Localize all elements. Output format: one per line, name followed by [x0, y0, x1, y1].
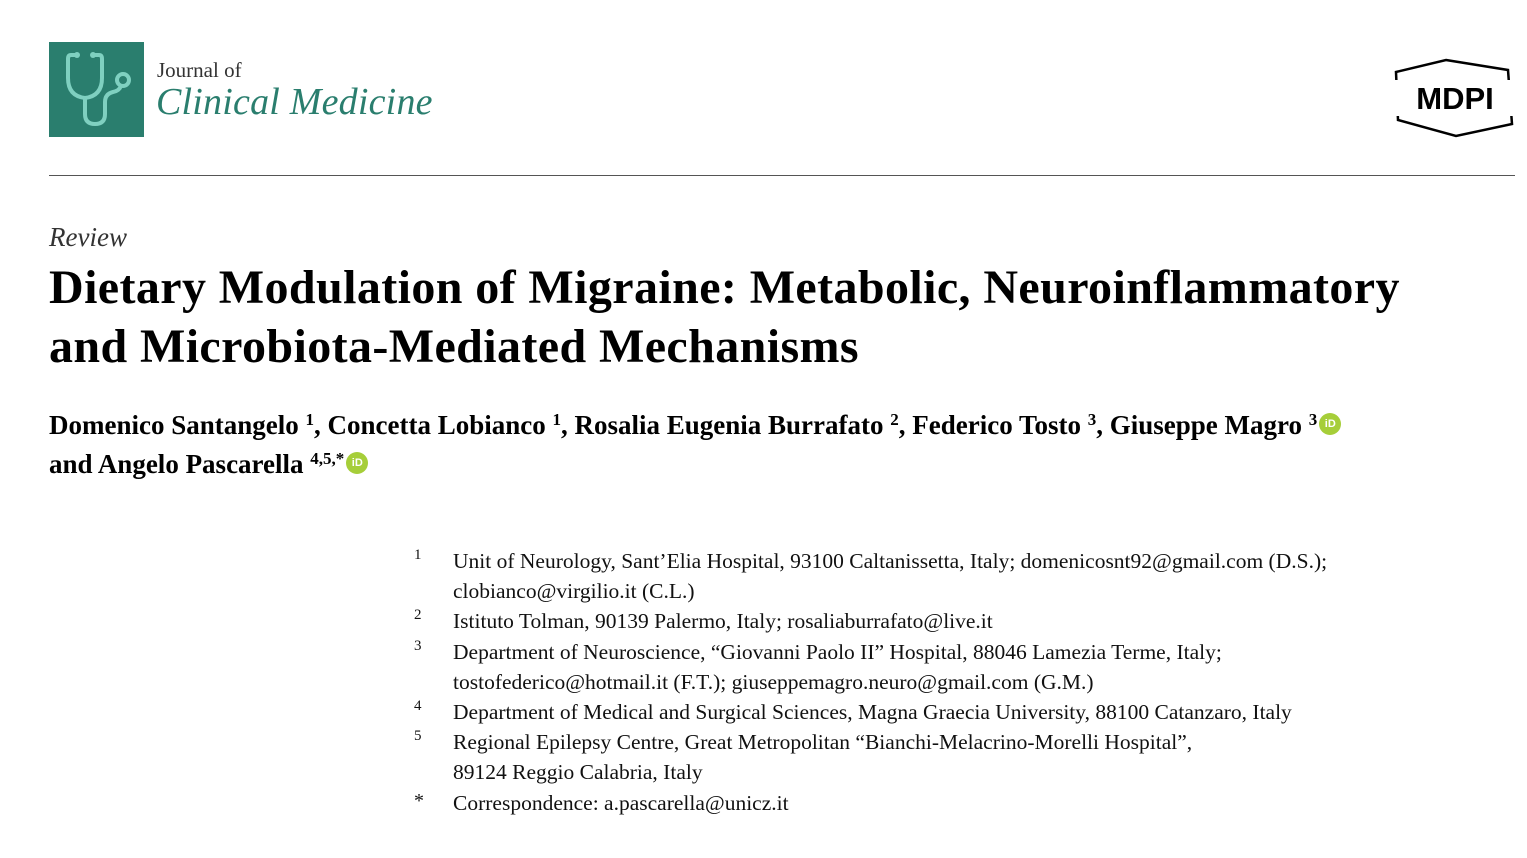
- author-affiliation-mark: 1: [552, 410, 561, 429]
- affiliation-text: [453, 788, 1494, 818]
- affiliation-mark: *: [414, 789, 424, 812]
- affiliation-line: clobianco@virgilio.it (C.L.): [453, 579, 695, 604]
- affiliation-line: Department of Neuroscience, “Giovanni Paolo II” Hospital, 88046 Lamezia Terme, Italy;: [453, 639, 1222, 664]
- title-line: and Microbiota-Mediated Mechanisms: [49, 320, 859, 373]
- affiliation-line: Istituto Tolman, 90139 Palermo, Italy; rosaliaburrafato@live.it: [453, 609, 993, 634]
- author-name: Concetta Lobianco: [327, 410, 546, 440]
- author-line: Domenico Santangelo $^1$, Concetta Lobianco $^1$, Rosalia Eugenia Burrafato $^2$, Federico Tosto $^3$, Giuseppe Magro $^3$ iD: [49, 406, 1519, 445]
- journal-logo: [49, 42, 144, 137]
- affiliation-text: [453, 697, 1494, 727]
- affiliation-line: Regional Epilepsy Centre, Great Metropolitan “Bianchi-Melacrino-Morelli Hospital”,: [453, 730, 1193, 755]
- affiliation-line: tostofederico@hotmail.it (F.T.); giuseppemagro.neuro@gmail.com (G.M.): [453, 669, 1094, 694]
- affiliation-mark: 3: [414, 637, 422, 654]
- author-affiliation-mark: 1: [305, 410, 314, 429]
- header-divider: [49, 175, 1515, 176]
- affiliation-mark: 4: [414, 698, 422, 715]
- author-affiliation-mark: 3: [1087, 410, 1097, 429]
- affiliation-mark: 1: [414, 547, 422, 563]
- affiliation-text: [453, 637, 1494, 697]
- affiliation-item: [414, 727, 1494, 787]
- publisher-logo: [1394, 58, 1516, 143]
- article-type: Review: [49, 222, 127, 252]
- author-affiliation-mark: 4,5,*: [310, 449, 345, 468]
- author-line: [49, 445, 1519, 484]
- stethoscope-icon: [49, 42, 144, 137]
- affiliation-text: [453, 606, 1494, 636]
- author-name: Angelo Pascarella: [97, 449, 304, 479]
- affiliation-text: [453, 546, 1494, 606]
- article-title: [49, 258, 1524, 376]
- affiliation-line: 89124 Reggio Calabria, Italy: [453, 760, 703, 785]
- author-name: Federico Tosto: [912, 410, 1082, 440]
- publisher-name: MDPI: [1416, 81, 1494, 116]
- affiliation-item: [414, 637, 1494, 697]
- affiliation-line: Department of Medical and Surgical Sciences, Magna Graecia University, 88100 Catanzaro, Italy: [453, 700, 1292, 725]
- affiliation-line: Unit of Neurology, Sant’Elia Hospital, 93100 Caltanissetta, Italy; domenicosnt92@gmail.com (D.S.);: [453, 549, 1328, 573]
- author-name: Domenico Santangelo: [49, 410, 299, 440]
- journal-name: Clinical Medicine: [156, 81, 433, 123]
- journal-prefix: Journal of: [157, 58, 242, 82]
- affiliation-item: [414, 546, 1494, 606]
- orcid-icon[interactable]: iD: [346, 452, 368, 474]
- author-connector: and: [49, 449, 93, 479]
- author-affiliation-mark: 2: [890, 410, 899, 429]
- correspondence-item: [414, 788, 1494, 818]
- correspondence-line: Correspondence: a.pascarella@unicz.it: [453, 790, 789, 815]
- affiliation-mark: 2: [414, 607, 422, 624]
- author-list: [49, 406, 1519, 484]
- affiliation-mark: 5: [414, 728, 422, 745]
- affiliation-item: [414, 697, 1494, 727]
- title-line: Dietary Modulation of Migraine: Metabolic, Neuroinflammatory: [49, 261, 1400, 314]
- author-name: Rosalia Eugenia Burrafato: [574, 410, 884, 440]
- affiliation-list: [414, 546, 1494, 818]
- affiliation-item: [414, 606, 1494, 636]
- author-name: Giuseppe Magro: [1109, 410, 1303, 440]
- affiliation-text: [453, 727, 1494, 787]
- author-affiliation-mark: 3: [1308, 410, 1318, 429]
- orcid-icon[interactable]: iD: [1319, 413, 1341, 435]
